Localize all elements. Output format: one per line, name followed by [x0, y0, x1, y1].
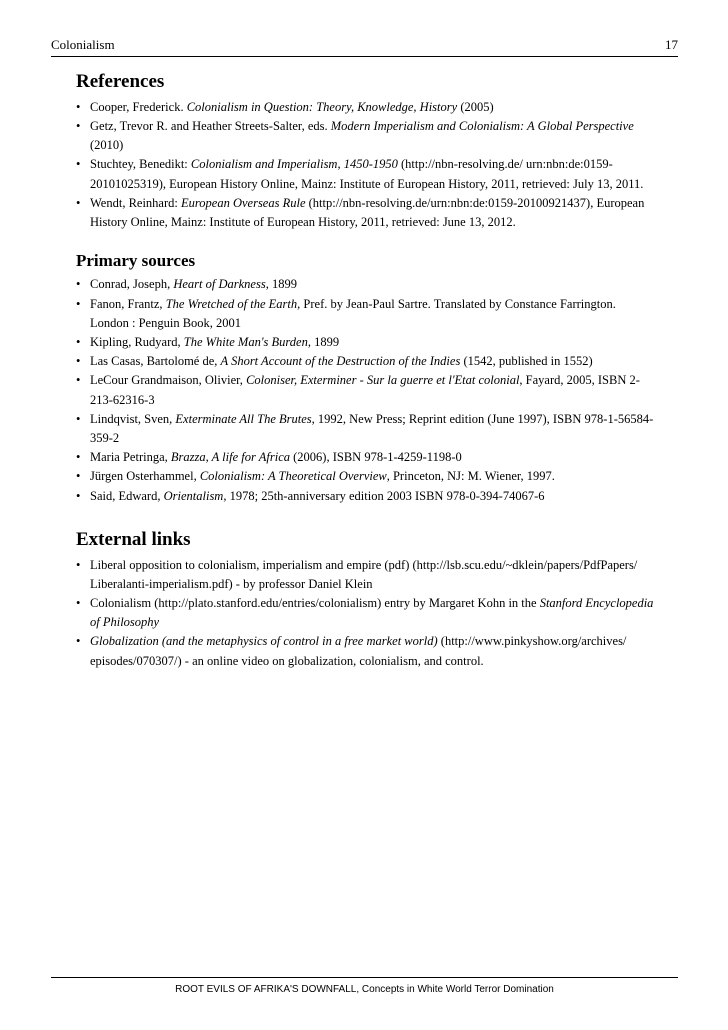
reference-item: • Stuchtey, Benedikt: Colonialism and Imperialism, 1450-1950 (http://nbn-resolving.de/ urn:nbn:de:0159-20101025319), European History Online, Mainz: Institute of European History, 2011, retrieved: July 13, 2011.: [76, 155, 656, 193]
primary-sources-list: [76, 275, 656, 505]
external-link-item: • Globalization (and the metaphysics of control in a free market world) (http://www.pinkyshow.org/archives/ episodes/070307/) - an online video on globalization, colonialism, and control.: [76, 632, 656, 670]
source-item: • Kipling, Rudyard, The White Man's Burden, 1899: [76, 333, 656, 352]
external-links-list: [76, 556, 656, 671]
external-links-section: [76, 528, 656, 671]
reference-item: • Cooper, Frederick. Colonialism in Question: Theory, Knowledge, History (2005): [76, 98, 656, 117]
primary-sources-heading: Primary sources: [76, 251, 196, 271]
source-item: • Conrad, Joseph, Heart of Darkness, 1899: [76, 275, 656, 294]
external-link-item: • Colonialism (http://plato.stanford.edu/entries/colonialism) entry by Margaret Kohn in the Stanford Encyclopedia of Philosophy: [76, 594, 656, 632]
source-item: • Maria Petringa, Brazza, A life for Africa (2006), ISBN 978-1-4259-1198-0: [76, 448, 656, 467]
source-item: • Fanon, Frantz, The Wretched of the Earth, Pref. by Jean-Paul Sartre. Translated by Constance Farrington. London : Penguin Book, 2001: [76, 295, 656, 333]
source-item: • LeCour Grandmaison, Olivier, Coloniser, Exterminer - Sur la guerre et l'Etat colonial, Fayard, 2005, ISBN 2-213-62316-3: [76, 371, 656, 409]
references-heading: References: [76, 71, 165, 92]
source-item: • Lindqvist, Sven, Exterminate All The Brutes, 1992, New Press; Reprint edition (June 1997), ISBN 978-1-56584-359-2: [76, 410, 656, 448]
primary-sources-section: [76, 250, 656, 506]
running-title: Colonialism: [51, 37, 115, 52]
page-header: [51, 37, 678, 57]
references-section: [76, 70, 656, 232]
source-item: • Said, Edward, Orientalism, 1978; 25th-anniversary edition 2003 ISBN 978-0-394-74067-6: [76, 487, 656, 506]
external-link-item: • Liberal opposition to colonialism, imperialism and empire (pdf) (http://lsb.scu.edu/~dklein/papers/PdfPapers/ Liberalanti-imperialism.pdf) - by professor Daniel Klein: [76, 556, 656, 594]
source-item: • Las Casas, Bartolomé de, A Short Account of the Destruction of the Indies (1542, published in 1552): [76, 352, 656, 371]
page-content: [76, 70, 656, 671]
reference-item: • Wendt, Reinhard: European Overseas Rule (http://nbn-resolving.de/urn:nbn:de:0159-20100921437), European History Online, Mainz: Institute of European History, 2011, retrieved: June 13, 2012.: [76, 194, 656, 232]
reference-item: • Getz, Trevor R. and Heather Streets-Salter, eds. Modern Imperialism and Colonialism: A Global Perspective (2010): [76, 117, 656, 155]
source-item: • Jürgen Osterhammel, Colonialism: A Theoretical Overview, Princeton, NJ: M. Wiener, 1997.: [76, 467, 656, 486]
page-number: 17: [665, 37, 678, 52]
footer-text: ROOT EVILS OF AFRIKA'S DOWNFALL, Concepts in White World Terror Domination: [175, 984, 554, 995]
references-list: [76, 98, 656, 232]
page-footer: [51, 977, 678, 995]
external-links-heading: External links: [76, 528, 191, 550]
